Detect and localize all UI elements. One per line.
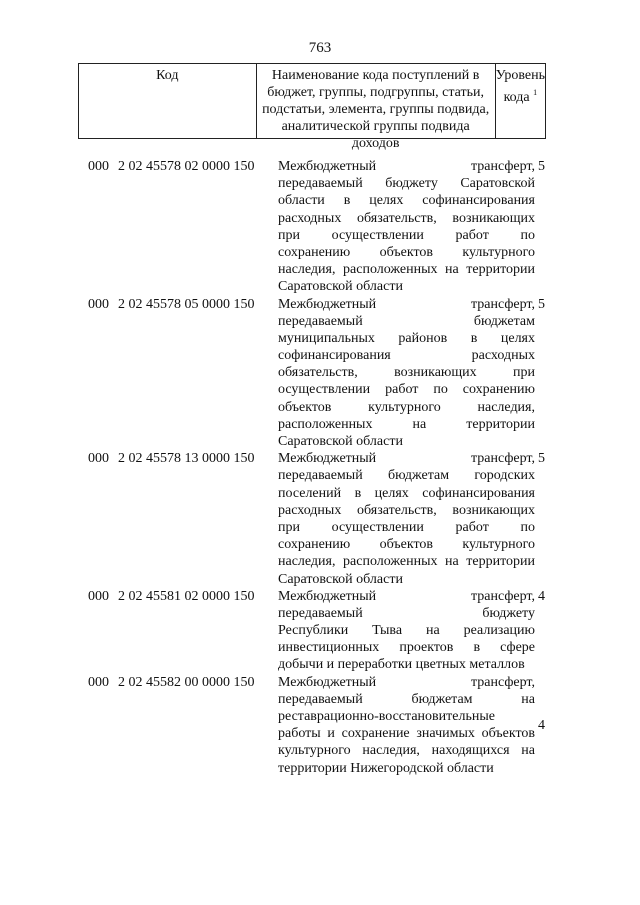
revenue-name-line: осуществлении работ по сохранению: [278, 382, 535, 398]
revenue-name-line: реставрационно-восстановительные: [278, 709, 495, 724]
header-code: Код: [79, 64, 257, 138]
revenue-name-line: сохранению объектов культурного: [278, 537, 535, 553]
revenue-code: 2 02 45578 05 0000 150: [118, 296, 255, 312]
revenue-name: [274, 674, 537, 777]
revenue-code: 2 02 45581 02 0000 150: [118, 588, 255, 604]
level-value: 4: [538, 588, 545, 604]
revenue-name-line: обязательств, возникающих при: [278, 365, 535, 381]
revenue-name-line: Межбюджетный трансферт,: [278, 159, 535, 174]
revenue-name-line: Межбюджетный трансферт,: [278, 588, 535, 604]
revenue-name-line: Саратовской области: [278, 571, 403, 587]
admin-code: 000: [88, 159, 109, 174]
revenue-name-line: области в целях софинансирования: [278, 193, 535, 209]
revenue-name-line: Саратовской области: [278, 434, 403, 449]
level-value: 5: [538, 159, 545, 174]
revenue-name: [274, 450, 537, 588]
revenue-name-line: передаваемый бюджету: [278, 605, 535, 621]
revenue-name-line: расходных обязательств, возникающих: [278, 210, 535, 226]
revenue-name-line: наследия, расположенных на территории: [278, 554, 535, 570]
revenue-name-line: Саратовской области: [278, 279, 403, 295]
revenue-name-line: инвестиционных проектов в сфере: [278, 640, 535, 656]
revenue-name-line: передаваемый бюджетам: [278, 313, 535, 329]
revenue-name-line: культурного наследия, находящихся на: [278, 743, 535, 759]
revenue-name-line: Межбюджетный трансферт,: [278, 296, 535, 312]
revenue-name: [274, 296, 537, 451]
revenue-name-line: наследия, расположенных на территории: [278, 262, 535, 278]
level-value: 4: [538, 717, 545, 733]
revenue-name-line: Республики Тыва на реализацию: [278, 623, 535, 639]
revenue-name-line: при осуществлении работ по: [278, 519, 535, 535]
revenue-name-line: Межбюджетный трансферт,: [278, 451, 535, 467]
revenue-name-line: передаваемый бюджету Саратовской: [278, 176, 535, 192]
admin-code: 000: [88, 296, 109, 312]
header-level-text: Уровень кода: [495, 68, 545, 105]
table-row: [78, 158, 546, 296]
revenue-name-line: работы и сохранение значимых объектов: [278, 726, 535, 742]
table-row: [78, 674, 546, 777]
revenue-name-line: поселений в целях софинансирования: [278, 485, 535, 501]
table-body: [78, 158, 546, 777]
header-level: [496, 64, 545, 138]
revenue-name-line: передаваемый бюджетам на: [278, 691, 535, 707]
table-row: [78, 588, 546, 674]
revenue-name-line: объектов культурного наследия,: [278, 399, 535, 415]
revenue-name: [274, 588, 537, 674]
revenue-name: [274, 158, 537, 296]
table-row: [78, 296, 546, 451]
revenue-code: 2 02 45578 02 0000 150: [118, 159, 255, 174]
header-name: Наименование кода поступлений в бюджет, группы, подгруппы, статьи, подстатьи, элемента, группы подвида, аналитической группы подвида доходов: [257, 64, 496, 138]
admin-code: 000: [88, 674, 109, 690]
revenue-name-line: Межбюджетный трансферт,: [278, 674, 535, 690]
footnote-marker: 1: [533, 88, 538, 97]
admin-code: 000: [88, 451, 109, 467]
revenue-name-line: территории Нижегородской области: [278, 760, 494, 776]
revenue-name-line: передаваемый бюджетам городских: [278, 468, 535, 484]
level-value: 5: [538, 296, 545, 312]
revenue-code: 2 02 45582 00 0000 150: [118, 674, 255, 690]
revenue-name-line: при осуществлении работ по: [278, 227, 535, 243]
revenue-name-line: сохранению объектов культурного: [278, 244, 535, 260]
revenue-name-line: расположенных на территории: [278, 416, 535, 432]
revenue-name-line: муниципальных районов в целях: [278, 330, 535, 346]
revenue-name-line: добычи и переработки цветных металлов: [278, 657, 525, 673]
revenue-code: 2 02 45578 13 0000 150: [118, 451, 255, 467]
revenue-name-line: расходных обязательств, возникающих: [278, 502, 535, 518]
level-value: 5: [538, 451, 545, 467]
admin-code: 000: [88, 588, 109, 604]
table-row: [78, 450, 546, 588]
page-number: 763: [308, 40, 332, 56]
revenue-name-line: софинансирования расходных: [278, 348, 535, 364]
table-header: [78, 63, 546, 151]
